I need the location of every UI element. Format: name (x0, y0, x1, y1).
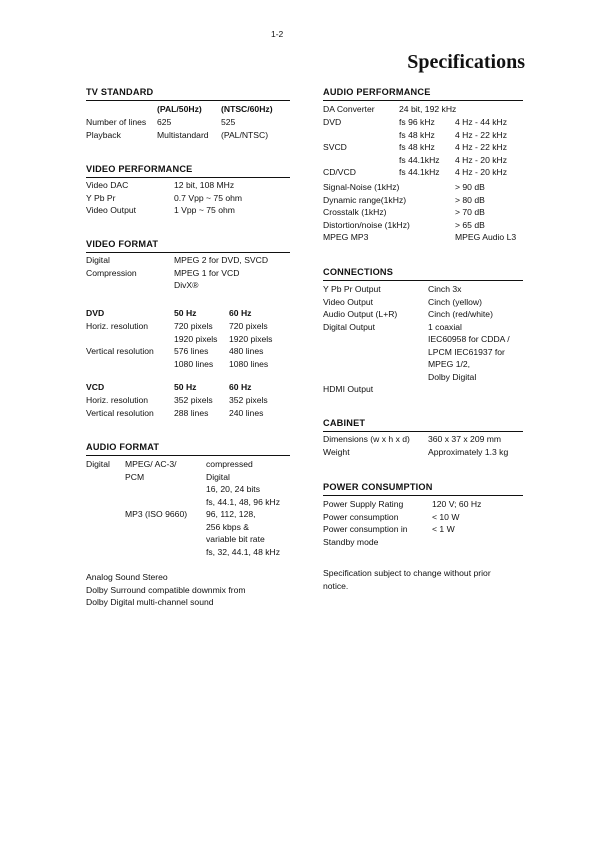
dvd-row-cell: 1920 pixels (174, 333, 218, 344)
power-row-cell: < 10 W (432, 511, 460, 522)
tv-standard-col-pal: (PAL/50Hz) (157, 104, 202, 114)
dvd-row-cell: 576 lines (174, 346, 209, 356)
dvd-label: DVD (86, 308, 105, 318)
audio-ratio-row-cell: MPEG MP3 (323, 232, 369, 242)
video-format-row-cell: Digital (86, 255, 110, 265)
connection-row-cell: MPEG 1/2, (428, 359, 471, 369)
da-converter-label: DA Converter (323, 104, 375, 114)
vcd-row-cell: 352 pixels (229, 395, 268, 405)
page-title: Specifications (407, 51, 525, 73)
footnote-line: notice. (323, 580, 349, 591)
tv-standard-row-cell: (PAL/NTSC) (221, 129, 269, 140)
power-row-cell: Power consumption in (323, 524, 408, 534)
audio-format-row-cell: compressed (206, 459, 253, 469)
vcd-row-cell: 288 lines (174, 407, 209, 418)
audio-performance-row-cell: 4 Hz - 22 kHz (455, 142, 508, 152)
audio-format-row-cell: MPEG/ AC-3/ (125, 459, 177, 469)
connection-row-cell: Y Pb Pr Output (323, 284, 381, 294)
audio-format-row-cell: 256 kbps & (206, 521, 249, 532)
connection-row-cell: IEC60958 for CDDA / (428, 334, 510, 344)
da-converter-value: 24 bit, 192 kHz (399, 104, 457, 114)
vcd-row-cell: 240 lines (229, 407, 264, 418)
audio-performance-row-cell: 4 Hz - 44 kHz (455, 117, 508, 127)
audio-ratio-row-cell: > 90 dB (455, 182, 485, 192)
video-performance-row-cell: 12 bit, 108 MHz (174, 180, 235, 190)
video-performance-row-cell: 0.7 Vpp ~ 75 ohm (174, 192, 243, 203)
audio-format-row-cell: PCM (125, 471, 145, 482)
tv-standard-row-cell: Number of lines (86, 117, 147, 127)
audio-performance-row-cell: SVCD (323, 142, 347, 152)
tv-standard-row-cell: Playback (86, 129, 121, 140)
vcd-row-cell: 352 pixels (174, 395, 213, 405)
connection-row-cell: 1 coaxial (428, 321, 462, 332)
cabinet-row-cell: Approximately 1.3 kg (428, 446, 509, 457)
dvd-row-cell: Horiz. resolution (86, 321, 149, 331)
dvd-row-cell: 1080 lines (174, 358, 214, 369)
audio-ratio-row-cell: Dynamic range(1kHz) (323, 194, 407, 205)
connection-row-cell: Digital Output (323, 321, 376, 332)
page-number: 1-2 (271, 29, 284, 39)
cabinet-row-cell: Weight (323, 446, 350, 457)
audio-performance-row-cell: 4 Hz - 20 kHz (455, 167, 508, 177)
power-row-cell: < 1 W (432, 524, 455, 534)
audio-performance-heading: AUDIO PERFORMANCE (323, 86, 523, 101)
video-performance-heading: VIDEO PERFORMANCE (86, 163, 290, 178)
connection-row-cell: HDMI Output (323, 384, 374, 394)
cabinet-row-cell: Dimensions (w x h x d) (323, 434, 410, 444)
audio-format-heading: AUDIO FORMAT (86, 441, 290, 456)
audio-performance-row-cell: fs 96 kHz (399, 117, 435, 127)
cabinet-heading: CABINET (323, 417, 523, 432)
audio-format-row-cell: Digital (86, 459, 110, 469)
dvd-row-cell: 1080 lines (229, 358, 269, 369)
vcd-row-cell: Horiz. resolution (86, 395, 149, 405)
audio-format-note: Dolby Surround compatible downmix from (86, 584, 246, 595)
cabinet-row-cell: 360 x 37 x 209 mm (428, 434, 502, 444)
audio-performance-row-cell: 4 Hz - 20 kHz (455, 154, 508, 165)
audio-format-row-cell: fs, 44.1, 48, 96 kHz (206, 496, 281, 507)
audio-performance-row-cell: CD/VCD (323, 167, 356, 177)
connection-row-cell: Audio Output (L+R) (323, 309, 398, 319)
audio-ratio-row-cell: Crosstalk (1kHz) (323, 207, 387, 217)
dvd-50hz: 50 Hz (174, 308, 197, 318)
vcd-50hz: 50 Hz (174, 382, 197, 392)
audio-performance-row-cell: DVD (323, 117, 342, 127)
connection-row-cell: Cinch (yellow) (428, 296, 482, 307)
audio-format-row-cell: Digital (206, 471, 230, 482)
power-row-cell: Standby mode (323, 536, 379, 547)
audio-format-row-cell: variable bit rate (206, 534, 265, 544)
video-performance-row-cell: Video DAC (86, 180, 129, 190)
audio-performance-row-cell: 4 Hz - 22 kHz (455, 129, 508, 140)
audio-format-note: Dolby Digital multi-channel sound (86, 597, 214, 607)
connection-row-cell: Cinch (red/white) (428, 309, 493, 319)
audio-ratio-row-cell: Signal-Noise (1kHz) (323, 182, 400, 192)
audio-format-row-cell: fs, 32, 44.1, 48 kHz (206, 546, 281, 557)
tv-standard-col-ntsc: (NTSC/60Hz) (221, 104, 273, 114)
audio-ratio-row-cell: MPEG Audio L3 (455, 232, 517, 242)
video-format-heading: VIDEO FORMAT (86, 238, 290, 253)
power-row-cell: Power Supply Rating (323, 499, 404, 509)
video-format-row-cell: Compression (86, 267, 137, 278)
tv-standard-row-cell: Multistandard (157, 129, 209, 140)
audio-performance-row-cell: fs 44.1kHz (399, 154, 440, 165)
audio-format-row-cell: 16, 20, 24 bits (206, 484, 260, 494)
connection-row-cell: Video Output (323, 296, 374, 307)
audio-ratio-row-cell: > 80 dB (455, 194, 485, 205)
dvd-row-cell: Vertical resolution (86, 346, 154, 356)
dvd-60hz: 60 Hz (229, 308, 252, 318)
vcd-label: VCD (86, 382, 105, 392)
tv-standard-heading: TV STANDARD (86, 86, 290, 101)
connection-row-cell: Cinch 3x (428, 284, 462, 294)
audio-performance-row-cell: fs 48 kHz (399, 142, 435, 152)
video-performance-row-cell: Video Output (86, 205, 137, 215)
audio-format-row-cell: MP3 (ISO 9660) (125, 509, 188, 519)
power-consumption-heading: POWER CONSUMPTION (323, 481, 523, 496)
audio-format-row-cell: 96, 112, 128, (206, 509, 256, 519)
audio-ratio-row-cell: > 70 dB (455, 207, 485, 217)
dvd-row-cell: 720 pixels (229, 321, 268, 331)
video-format-row-cell: DivX® (174, 280, 199, 290)
vcd-row-cell: Vertical resolution (86, 407, 154, 418)
tv-standard-row-cell: 625 (157, 117, 172, 127)
audio-ratio-row-cell: Distortion/noise (1kHz) (323, 219, 410, 230)
dvd-row-cell: 720 pixels (174, 321, 213, 331)
video-performance-row-cell: 1 Vpp ~ 75 ohm (174, 205, 235, 215)
dvd-row-cell: 480 lines (229, 346, 264, 356)
power-row-cell: Power consumption (323, 511, 399, 522)
video-format-row-cell: MPEG 2 for DVD, SVCD (174, 255, 269, 265)
audio-performance-row-cell: fs 44.1kHz (399, 167, 440, 177)
footnote-line: Specification subject to change without prior (323, 568, 491, 578)
dvd-row-cell: 1920 pixels (229, 333, 273, 344)
audio-ratio-row-cell: > 65 dB (455, 219, 485, 230)
power-row-cell: 120 V; 60 Hz (432, 499, 482, 509)
connection-row-cell: LPCM IEC61937 for (428, 346, 505, 357)
video-performance-row-cell: Y Pb Pr (86, 192, 116, 203)
connections-heading: CONNECTIONS (323, 266, 523, 281)
tv-standard-row-cell: 525 (221, 117, 236, 127)
connection-row-cell: Dolby Digital (428, 371, 477, 382)
audio-format-note: Analog Sound Stereo (86, 572, 168, 582)
vcd-60hz: 60 Hz (229, 382, 252, 392)
audio-performance-row-cell: fs 48 kHz (399, 129, 435, 140)
video-format-row-cell: MPEG 1 for VCD (174, 267, 240, 278)
